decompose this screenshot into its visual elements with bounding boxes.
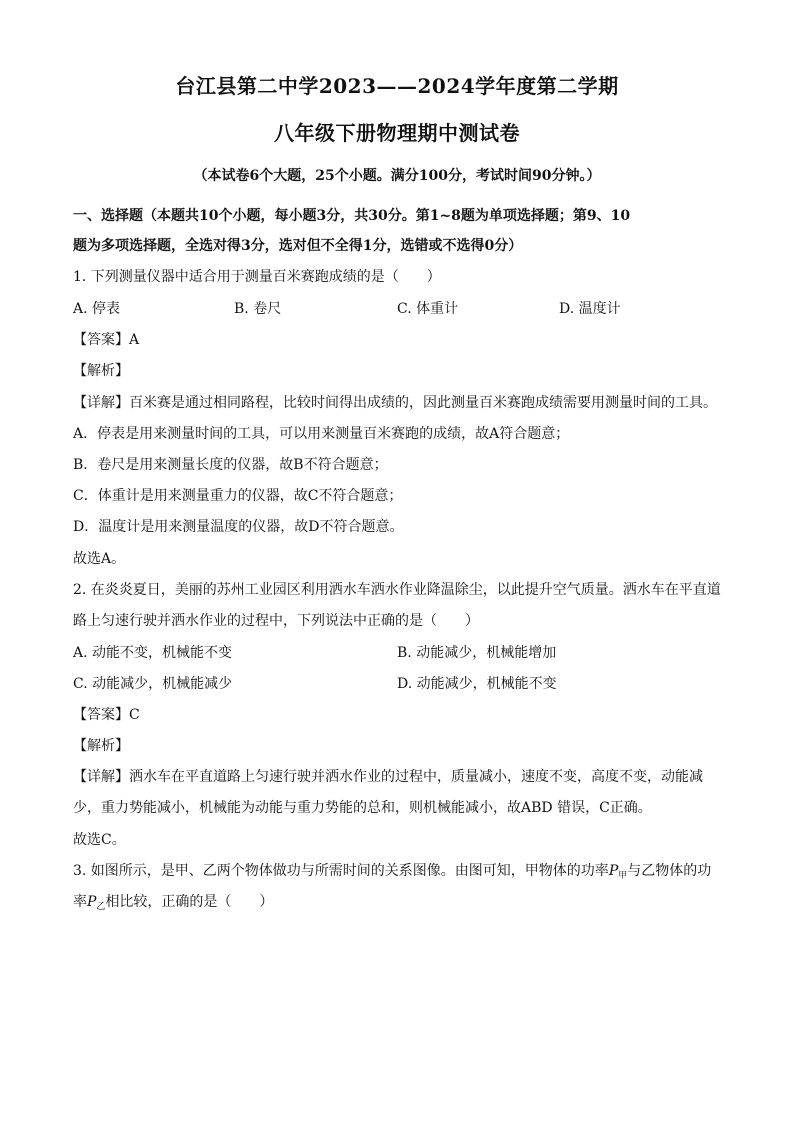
q2-analysis-label: 【解析】 (73, 738, 129, 754)
page-subtitle: 八年级下册物理期中测试卷 (274, 121, 520, 145)
q2-stem-line2: 路上匀速行驶并洒水作业的过程中，下列说法中正确的是（ ） (73, 613, 479, 629)
q3-stem-text: 与乙物体的功 (627, 863, 712, 879)
section-heading-line2: 题为多项选择题，全选对得3分，选对但不全得1分，选错或不选得0分） (73, 238, 523, 254)
q2-option-d: D. 动能减少，机械能不变 (397, 676, 557, 692)
q1-option-c: C. 体重计 (397, 301, 459, 317)
q3-stem-text: 率 (73, 894, 87, 910)
power-symbol: P (87, 894, 97, 910)
q3-stem-text: 3. 如图所示，是甲、乙两个物体做功与所需时间的关系图像。由图可知，甲物体的功率 (73, 863, 609, 879)
q3-stem-text: 相比较，正确的是（ ） (105, 894, 274, 910)
q1-option-b: B. 卷尺 (234, 301, 282, 317)
q1-answer: 【答案】A (73, 332, 140, 348)
q2-stem-line1: 2. 在炎炎夏日，美丽的苏州工业园区利用洒水车洒水作业降温除尘，以此提升空气质量。洒水车在平直道 (73, 582, 721, 598)
q2-option-c: C. 动能减少，机械能减少 (73, 676, 233, 692)
page-title: 台江县第二中学2023——2024学年度第二学期 (175, 74, 619, 98)
power-symbol: P (608, 863, 619, 879)
q2-detail-line2: 少，重力势能减小，机械能为动能与重力势能的总和，则机械能减小，故ABD 错误，C正确。 (73, 800, 652, 816)
q2-conclusion: 故选C。 (73, 832, 126, 848)
section-heading-line1: 一、选择题（本题共10个小题，每小题3分，共30分。第1~8题为单项选择题；第9、10 (73, 208, 631, 224)
q1-analysis-label: 【解析】 (73, 363, 129, 379)
q1-detail-line: D．温度计是用来测量温度的仪器，故D不符合题意。 (73, 519, 404, 535)
q3-stem-line1 (73, 860, 711, 881)
q1-stem: 1. 下列测量仪器中适合用于测量百米赛跑成绩的是（ ） (73, 269, 441, 285)
q1-option-a: A. 停表 (73, 301, 121, 317)
q2-answer: 【答案】C (73, 707, 140, 723)
q2-option-b: B. 动能减少，机械能增加 (397, 645, 557, 661)
exam-note: （本试卷6个大题，25个小题。满分100分，考试时间90分钟。） (193, 168, 601, 184)
q1-detail-line: A．停表是用来测量时间的工具，可以用来测量百米赛跑的成绩，故A符合题意； (73, 426, 570, 442)
q2-option-a: A. 动能不变，机械能不变 (73, 645, 233, 661)
q1-detail-line: B．卷尺是用来测量长度的仪器，故B不符合题意； (73, 457, 388, 473)
q1-detail-line: 【详解】百米赛是通过相同路程，比较时间得出成绩的，因此测量百米赛跑成绩需要用测量时间的工具。 (73, 395, 717, 411)
subscript-jia: 甲 (618, 871, 628, 881)
q1-conclusion: 故选A。 (73, 551, 126, 567)
q1-detail-line: C．体重计是用来测量重力的仪器，故C不符合题意； (73, 488, 403, 504)
q2-detail-line1: 【详解】洒水车在平直道路上匀速行驶并洒水作业的过程中，质量减小，速度不变，高度不变，动能减 (73, 769, 703, 785)
subscript-yi: 乙 (96, 902, 106, 912)
q1-option-d: D. 温度计 (559, 301, 621, 317)
q3-stem-line2 (73, 891, 273, 912)
